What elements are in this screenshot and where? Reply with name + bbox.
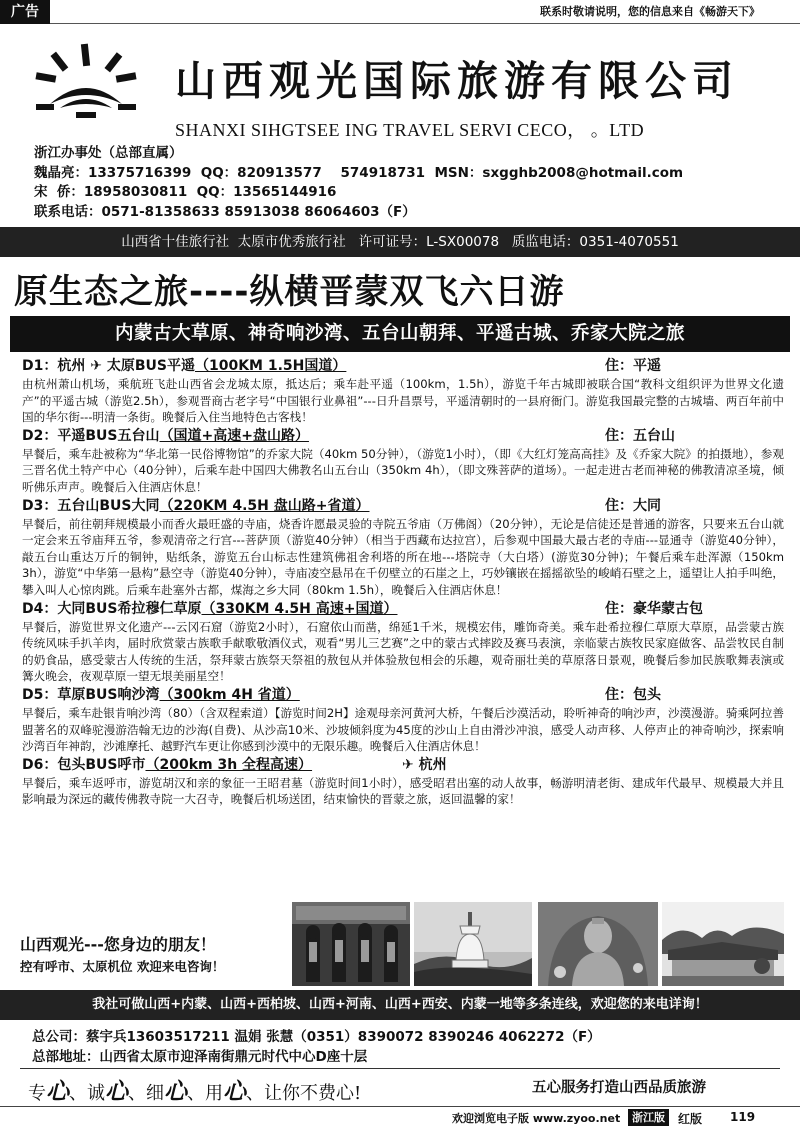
day-stay: 住：五台山 — [605, 427, 675, 444]
edition-badge: 浙江版 — [628, 1109, 669, 1126]
day-description: 早餐后，前往朝拜规模最小而香火最旺盛的寺庙，烧香许愿最灵验的寺院五爷庙（万佛阁）（20分钟），无论是信徒还是普通的游客，只要来五台山就一定会来五爷庙拜五爷，参观清帝之行宫---菩萨顶（游览40分钟）（相当于西藏布达拉宫），后参观中国最大最古老的寺庙---显通寺（游览40分钟），敲五台山重达万斤的铜钟，贴纸条，游览五台山标志性建筑佛祖舍利塔的所在地---塔院寺（大白塔）(游览30分钟)；午餐后乘车赴浑源（150km 3h），游览“中华第一悬构”悬空寺（游览40分钟），寺庙凌空悬吊在千仞壁立的石崖之上，巧妙镶嵌在摇摇欲坠的峻峭石壁之上，遥望让人拍手叫绝，攀入叫人心惊肉跳。后乘车赴塞外古都，煤海之乡大同（80km 1.5h），晚餐后入住酒店休息！ — [22, 516, 784, 597]
source-note: 联系时敬请说明，您的信息来自《畅游天下》 — [540, 5, 760, 18]
day-stay: 住：豪华蒙古包 — [605, 600, 703, 617]
website-note: 欢迎浏览电子版 www.zyoo.net — [452, 1112, 621, 1125]
day-4 — [22, 599, 784, 685]
five-heart-service: 五心服务打造山西品质旅游 — [532, 1080, 706, 1096]
tour-title: 原生态之旅----纵横晋蒙双飞六日游 — [14, 272, 565, 312]
day-header — [22, 356, 784, 376]
itinerary — [22, 356, 784, 808]
day-3 — [22, 496, 784, 599]
sun-logo-icon — [30, 42, 142, 122]
day-route: （国道+高速+盘山路） — [159, 427, 309, 444]
day-stay: 住：大同 — [605, 497, 661, 514]
hq-address: 总部地址：山西省太原市迎泽南街鼎元时代中心D座十层 — [32, 1049, 368, 1065]
divider — [20, 1068, 780, 1069]
motto-part: 、让你不费心! — [246, 1083, 362, 1104]
motto-part: 、细 — [128, 1083, 164, 1104]
day-route: （330KM 4.5H 高速+国道） — [201, 600, 398, 617]
day-stay: 住：平遥 — [605, 358, 661, 374]
day-description: 早餐后，游览世界文化遗产---云冈石窟（游览2小时），石窟依山而凿，绵延1千米，规模宏伟，雕饰奇美。乘车赴希拉穆仁草原大草原，品尝蒙古族传统风味手扒羊肉，届时欣赏蒙古族歌手献歌敬酒仪式，观看“男儿三艺赛”之中的蒙古式摔跤及赛马表演，亲临蒙古族牧民家庭做客、品尝牧民自制的奶食品，感受蒙古人传统的生活，祭拜蒙古族祭天祭祖的敖包从并体验敖包相会的乐趣，观奇丽壮美的草原落日景观，晚餐后参加民族歌舞表演或篝火晚会，夜观草原一望无垠美丽星空！ — [22, 619, 784, 684]
day-stay: 住：包头 — [605, 686, 661, 703]
headquarters-block — [32, 1027, 601, 1067]
contact-line-3: 联系电话：0571-81358633 85913038 86064603（F） — [34, 203, 416, 220]
contact-line-2: 宋 侨：18958030811 QQ：13565144916 — [34, 184, 337, 200]
day-header — [22, 426, 784, 446]
day-header — [22, 496, 784, 516]
slogan-airport: 控有呼市、太原机位 欢迎来电咨询！ — [20, 959, 225, 974]
day-label: D1：杭州 ✈ 太原BUS平遥 — [22, 358, 195, 374]
day-1 — [22, 356, 784, 426]
heart-glyph: 心 — [223, 1078, 246, 1105]
day-label: D3：五台山BUS大同 — [22, 497, 160, 514]
day-label: D5：草原BUS响沙湾 — [22, 686, 160, 703]
license-bar: 山西省十佳旅行社 太原市优秀旅行社 许可证号：L-SX00078 质监电话：0351-4070551 — [0, 227, 800, 257]
version-label: 红版 — [678, 1112, 703, 1126]
contact-block — [34, 144, 683, 222]
day-2 — [22, 426, 784, 496]
day-label: D2：平遥BUS五台山 — [22, 427, 160, 444]
day-description: 早餐后，乘车赴被称为“华北第一民俗博物馆”的乔家大院（40km 50分钟），（游览1小时），（即《大红灯笼高高挂》及《乔家大院》的拍摄地），参观三晋名优土特产中心（40分钟），后乘车赴中国四大佛教名山五台山（350km 4h），（即文殊菩萨的道场）。一起走进古老而神秘的佛教清凉圣境，倾听佛乐声声。晚餐后入住酒店休息！ — [22, 446, 784, 494]
day-description: 早餐后，乘车赴银肯响沙湾（80）（含双程索道）【游览时间2H】途观母亲河黄河大桥，午餐后沙漠活动，聆听神奇的响沙声，沙漠漫游。骑乘阿拉善盟著名的双峰驼漫游浩翰无边的沙海(自费)、从沙高10米、沙坡倾斜度为45度的沙山上自由滑沙冲浪，感受人动声移、人停声止的神奇响沙，探索响沙湾百年神韵，沙滩摩托、越野汽车更让你感到沙漠中的无限乐趣。晚餐后入住酒店休息！ — [22, 705, 784, 754]
company-name-en: SHANXI SIHGTSEE ING TRAVEL SERVI CECO， 。LTD — [175, 120, 645, 140]
day-6 — [22, 755, 784, 808]
slogan-friend: 山西观光---您身边的朋友！ — [20, 935, 216, 954]
routes-bar: 我社可做山西+内蒙、山西+西柏坡、山西+河南、山西+西安、内蒙一地等多条连线，欢迎您的来电详询！ — [0, 990, 800, 1020]
day-5 — [22, 685, 784, 755]
day-stay: ✈ 杭州 — [402, 756, 447, 773]
heart-glyph: 心 — [105, 1078, 128, 1105]
buddha-grotto-photo — [538, 902, 658, 986]
day-route: （200km 3h 全程高速） — [145, 756, 313, 773]
contact-line-1: 魏晶亮：13375716399 QQ：820913577 574918731 MSN：sxgghb2008@hotmail.com — [34, 164, 684, 181]
day-route: （300km 4H 省道） — [159, 686, 300, 703]
ad-tag: 广告 — [0, 0, 50, 24]
day-label: D6：包头BUS呼市 — [22, 756, 146, 773]
day-label: D4：大同BUS希拉穆仁草原 — [22, 600, 202, 617]
heart-glyph: 心 — [46, 1078, 69, 1105]
heart-glyph: 心 — [164, 1078, 187, 1105]
day-description: 由杭州萧山机场，乘航班飞赴山西省会龙城太原，抵达后；乘车赴平遥（100km，1.5h），游览千年古城即被联合国“教科文组织评为世界文化遗产”的平遥古城（游览2.5h），参观晋商古老字号“中国银行业鼻祖”---日升昌票号，平遥清朝时的一县府衙门。游览我国最完整的古城墙、两百年前中国的华尔街---明清一条街。晚餐后入住当地特色古客栈！ — [22, 377, 784, 425]
motto-part: 专 — [28, 1083, 46, 1104]
day-route: （100KM 1.5H国道） — [194, 358, 347, 374]
motto-part: 、用 — [187, 1083, 223, 1104]
courtyard-garden-photo — [662, 902, 784, 986]
white-pagoda-photo — [414, 902, 532, 986]
company-name-cn: 山西观光国际旅游有限公司 — [175, 57, 739, 105]
page-footer — [0, 1106, 800, 1127]
office-label: 浙江办事处（总部直属） — [34, 145, 183, 161]
day-header — [22, 755, 784, 775]
service-motto — [28, 1073, 361, 1106]
day-description: 早餐后，乘车返呼市，游览胡汉和亲的象征一王昭君墓（游览时间1小时），感受昭君出塞的动人故事，畅游明清老街、建成年代最早、规模最大并且影响最为深远的藏传佛教寺院一大召寺，晚餐后机场送团，结束愉快的晋蒙之旅，返回温馨的家！ — [22, 775, 784, 807]
motto-part: 、诚 — [69, 1083, 105, 1104]
hq-company: 总公司：蔡宇兵13603517211 温娟 张慧（0351）8390072 8390246 4062272（F） — [32, 1029, 601, 1045]
tour-subtitle: 内蒙古大草原、神奇响沙湾、五台山朝拜、平遥古城、乔家大院之旅 — [10, 316, 790, 352]
temple-statues-photo — [292, 902, 410, 986]
top-strip — [0, 0, 800, 24]
day-route: （220KM 4.5H 盘山路+省道） — [159, 497, 370, 514]
day-header — [22, 599, 784, 619]
day-header — [22, 685, 784, 705]
page-number: 119 — [730, 1110, 756, 1124]
